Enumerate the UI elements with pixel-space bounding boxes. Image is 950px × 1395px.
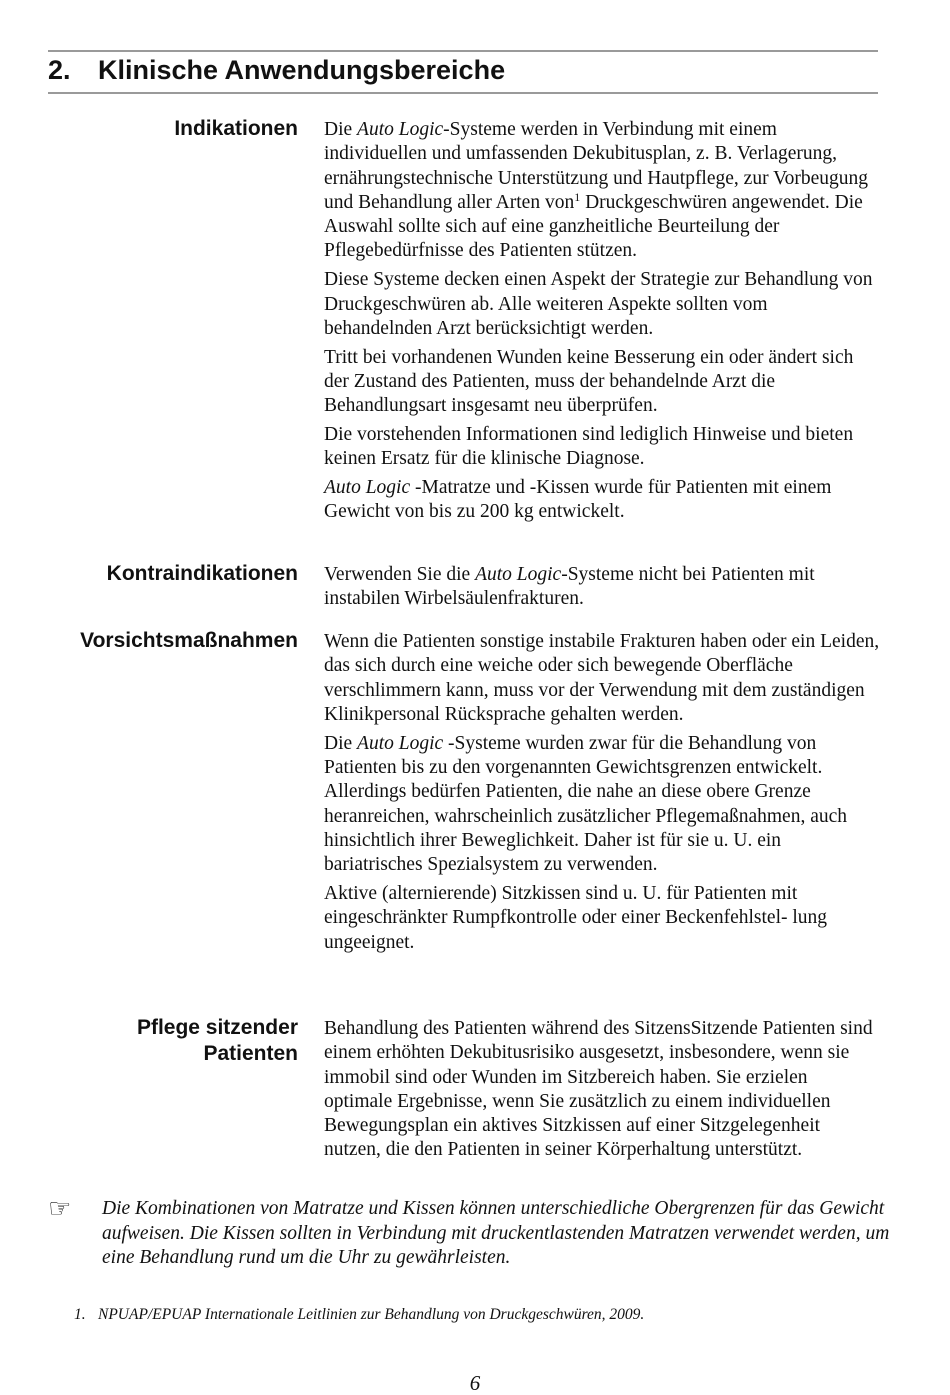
paragraph: Die Auto Logic -Systeme wurden zwar für die Behandlung von Patienten bis zu den vorgenannten Gewichtsgrenzen entwickelt. Allerdings bedürfen Patienten, die nahe an diese obere Grenze heranreichen, wahrscheinlich zusätzlicher Pflegemaßnahmen, auch hinsichtlich ihrer Beweglichkeit. Daher ist für sie u. U. ein bariatrisches Spezialsystem zu verwenden.	[324, 732, 848, 876]
footnote-number: 1.	[74, 1306, 86, 1323]
footnote-text: NPUAP/EPUAP Internationale Leitlinien zur Behandlung von Druckgeschwüren, 2009.	[98, 1306, 645, 1323]
body-indikationen	[324, 118, 880, 529]
paragraph: Die vorstehenden Informationen sind lediglich Hinweise und bieten keinen Ersatz für die klinische Diagnose.	[324, 424, 854, 470]
body-kontraindikationen	[324, 563, 880, 616]
paragraph: Aktive (alternierende) Sitzkissen sind u. U. für Patienten mit eingeschränkter Rumpfkontrolle oder einer Beckenfehlstel- lung ungeeignet.	[324, 882, 828, 953]
label-vorsichtsmassnahmen: Vorsichtsmaßnahmen	[80, 629, 298, 652]
paragraph: Diese Systeme decken einen Aspekt der Strategie zur Behandlung von Druckgeschwüren ab. Alle weiteren Aspekte sollten vom behandelnden Arzt berücksichtigt werden.	[324, 269, 873, 339]
paragraph: Tritt bei vorhandenen Wunden keine Besserung ein oder ändert sich der Zustand des Patienten, muss der behandelnde Arzt die Behandlungsart insgesamt neu überprüfen.	[324, 346, 854, 417]
heading-rule	[48, 92, 878, 94]
footnote-ref: 1	[574, 189, 581, 204]
chapter-number: 2.	[48, 55, 71, 85]
label-kontraindikationen: Kontraindikationen	[106, 562, 298, 585]
label-indikationen: Indikationen	[174, 117, 298, 140]
body-pflege-sitzender-patienten	[324, 1017, 880, 1167]
note-text: Die Kombinationen von Matratze und Kissen können unterschiedliche Obergrenzen für das Gewicht aufweisen. Die Kissen sollten in Verbindung mit druckentlastenden Matratzen verwendet werden, um eine Behandlung rund um die Uhr zu gewährleisten.	[102, 1198, 890, 1268]
paragraph: Auto Logic -Matratze und -Kissen wurde für Patienten mit einem Gewicht von bis zu 200 kg entwickelt.	[324, 477, 832, 523]
paragraph: Wenn die Patienten sonstige instabile Frakturen haben oder ein Leiden, das sich durch eine weiche oder sich bewegende Oberfläche verschlimmern kann, muss vor der Verwendung mit dem zuständigen Klinikpersonal Rücksprache gehalten werden.	[324, 631, 880, 725]
label-pflege-sitzender-patienten: Pflege sitzender Patienten	[136, 1016, 298, 1065]
body-vorsichtsmassnahmen	[324, 630, 880, 959]
paragraph: Behandlung des Patienten während des SitzensSitzende Patienten sind einem erhöhten Dekubitusrisiko ausgesetzt, insbesondere, wenn sie immobil sind oder Wunden im Sitzbereich haben. Sie erzielen optimale Ergebnisse, wenn Sie zusätzlich zu einem individuellen Bewegungsplan ein aktives Sitzkissen auf einer Sitzgelegenheit nutzen, die den Patienten in seiner Körperhaltung unterstützt.	[324, 1018, 873, 1161]
footnote	[74, 1305, 894, 1325]
paragraph: Die Auto Logic-Systeme werden in Verbindung mit einem individuellen und umfassenden Dekubitusplan, z. B. Verlagerung, ernährungstechnische Unterstützung und Hautpflege, zur Vorbeugung und Behandlung aller Arten von$^1$ Druckgeschwüren angewendet. Die Auswahl sollte sich auf eine ganzheitliche Beurteilung der Pflegebedürfnisse des Patienten stützen.	[324, 119, 869, 262]
pointing-hand-icon: ☞	[48, 1194, 72, 1224]
paragraph: Verwenden Sie die Auto Logic-Systeme nicht bei Patienten mit instabilen Wirbelsäulenfrakturen.	[324, 564, 815, 610]
page-number: 6	[469, 1371, 481, 1395]
chapter-title: Klinische Anwendungsbereiche	[98, 55, 506, 85]
chapter-heading	[48, 52, 505, 88]
